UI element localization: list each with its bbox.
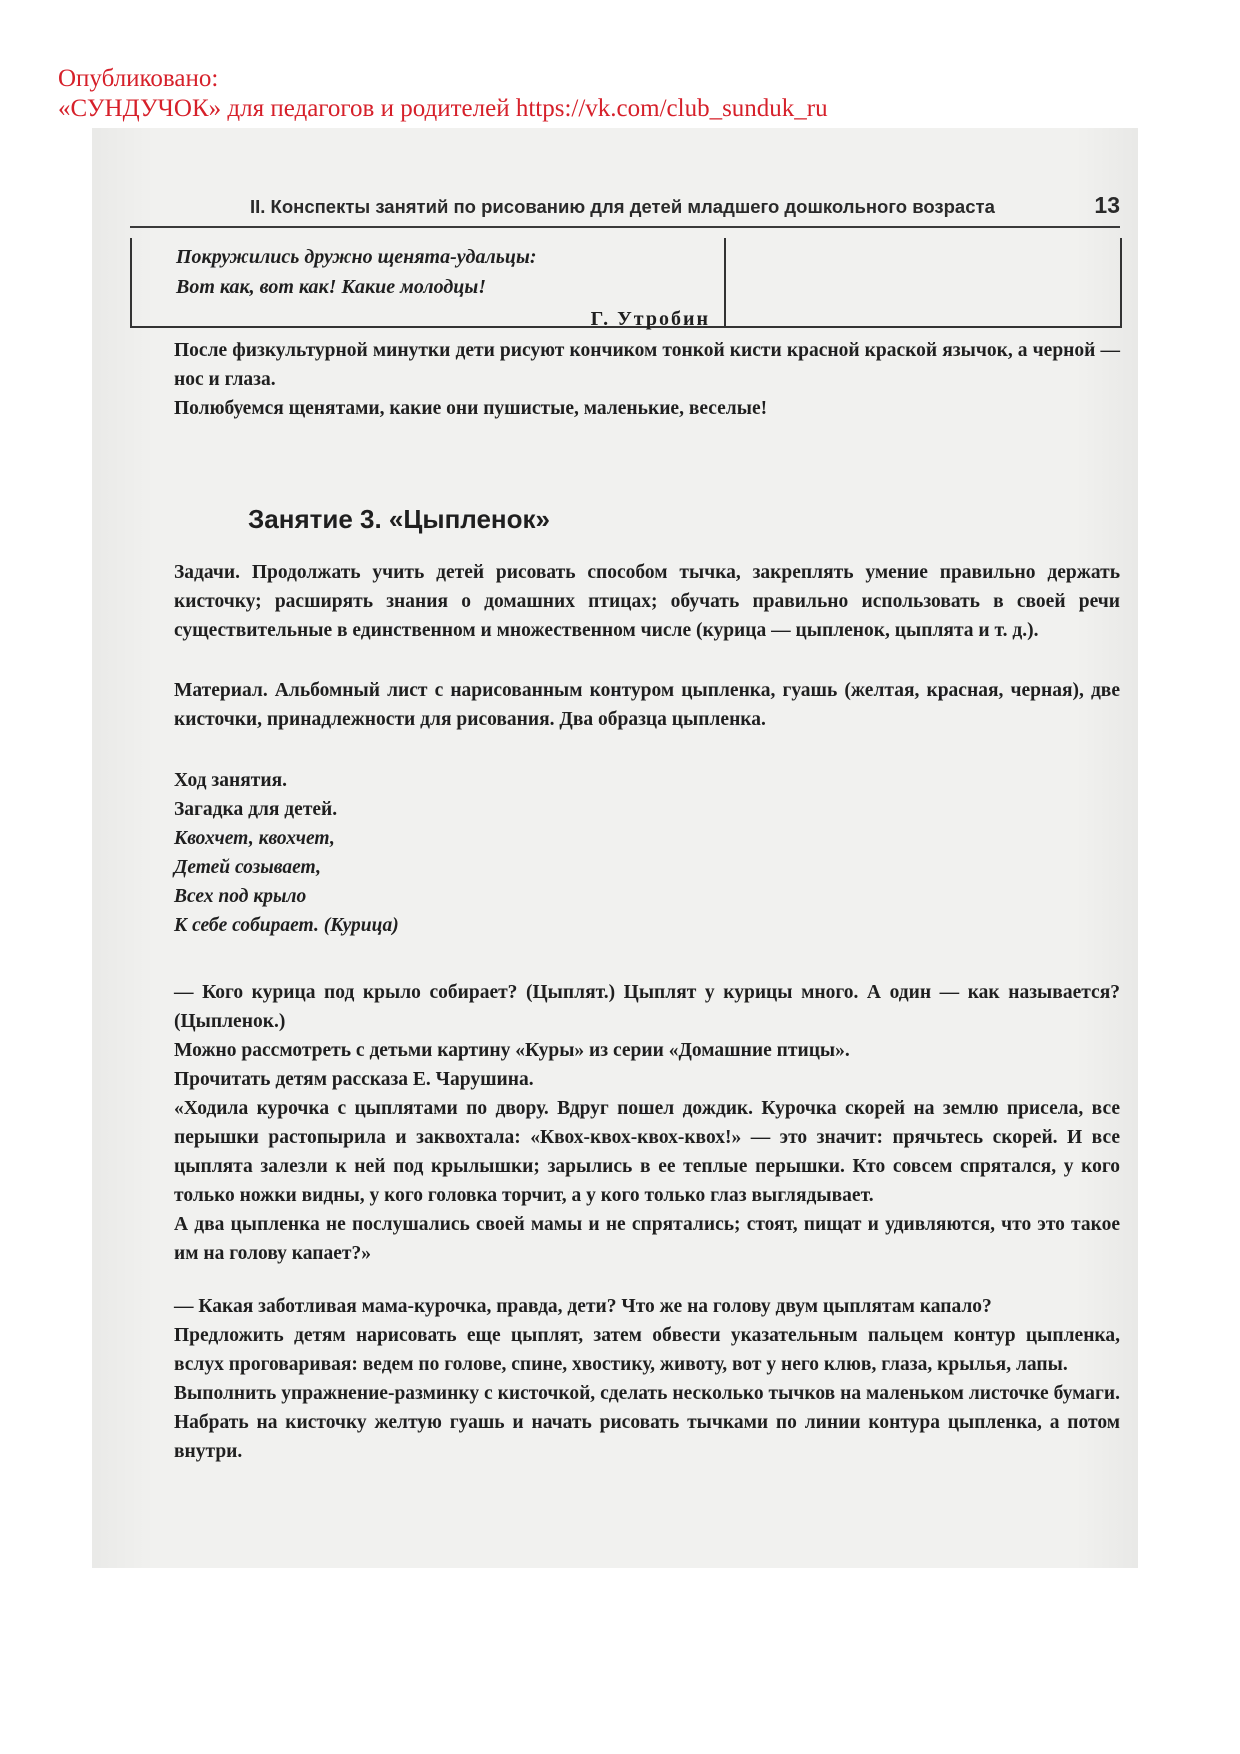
question-2: — Какая заботливая мама-курочка, правда, дети? Что же на голову двум цыплятам капало? — [174, 1296, 992, 1317]
story-paragraph-2: А два цыпленка не послушались своей мамы и не спрятались; стоят, пищат и удивляются, что это такое им на голову капает?» — [174, 1214, 1120, 1264]
page-number: 13 — [1094, 192, 1120, 218]
dialog-block — [174, 978, 1120, 1268]
publication-note — [58, 64, 828, 124]
poem-line-1: Покружились дружно щенята-удальцы: — [176, 246, 537, 268]
tasks-block — [174, 558, 1120, 645]
question-1: — Кого курица под крыло собирает? (Цыплят.) Цыплят у курицы много. А один — как называется? (Цыпленок.) — [174, 982, 1120, 1032]
read-paragraph: Прочитать детям рассказа Е. Чарушина. — [174, 1069, 534, 1090]
running-head — [250, 192, 1120, 218]
closing-block — [174, 1292, 1120, 1466]
riddle-line-4: К себе собирает. — [174, 915, 319, 936]
tasks-text: Продолжать учить детей рисовать способом тычка, закреплять умение правильно держать кисточку; расширять знания о домашних птицах; обучать правильно использовать в своей речи существительные в единственном и множественном числе (курица — цыпленок, цыплята и т. д.). — [174, 562, 1121, 641]
riddle-answer: (Курица) — [323, 915, 399, 936]
riddle-line-4-wrap — [174, 911, 1120, 940]
riddle-line-3: Всех под крыло — [174, 886, 307, 907]
exercise-paragraph: Выполнить упражнение-разминку с кисточкой, сделать несколько тычков на маленьком листочке бумаги. Набрать на кисточку желтую гуашь и начать рисовать тычками по линии контура цыпленка, а потом внутри. — [174, 1383, 1120, 1462]
running-head-text: II. Конспекты занятий по рисованию для детей младшего дошкольного возраста — [250, 196, 995, 217]
poem-table — [130, 238, 1122, 328]
material-text: Альбомный лист с нарисованным контуром цыпленка, гуашь (желтая, красная, черная), две кисточки, принадлежности для рисования. Два образца цыпленка. — [174, 680, 1120, 730]
picture-paragraph: Можно рассмотреть с детьми картину «Куры» из серии «Домашние птицы». — [174, 1040, 850, 1061]
publication-line-2: «СУНДУЧОК» для педагогов и родителей https://vk.com/club_sunduk_ru — [58, 95, 828, 122]
table-divider — [724, 238, 726, 326]
course-label: Ход занятия. — [174, 770, 288, 791]
material-paragraph — [174, 676, 1120, 734]
tasks-label: Задачи. — [174, 562, 240, 583]
riddle-intro: Загадка для детей. — [174, 799, 338, 820]
intro-paragraph-2: Полюбуемся щенятами, какие они пушистые, маленькие, веселые! — [174, 398, 768, 419]
intro-block — [174, 336, 1120, 423]
riddle-line-2: Детей созывает, — [174, 857, 322, 878]
poem-line-2: Вот как, вот как! Какие молодцы! — [176, 276, 487, 298]
header-rule — [130, 226, 1120, 228]
poem-author: Г. Утробин — [590, 308, 710, 330]
intro-paragraph-1: После физкультурной минутки дети рисуют кончиком тонкой кисти красной краской язычок, а черной — нос и глаза. — [174, 340, 1120, 390]
scanned-page — [92, 128, 1138, 1568]
material-label: Материал. — [174, 680, 268, 701]
publication-line-1: Опубликовано: — [58, 65, 219, 92]
course-block — [174, 766, 1120, 940]
material-block — [174, 676, 1120, 734]
riddle-line-1: Квохчет, квохчет, — [174, 828, 335, 849]
draw-paragraph: Предложить детям нарисовать еще цыплят, затем обвести указательным пальцем контур цыпленка, вслух проговаривая: ведем по голове, спине, хвостику, животу, вот у него клюв, глаза, крылья, лапы. — [174, 1325, 1120, 1375]
story-paragraph-1: «Ходила курочка с цыплятами по двору. Вдруг пошел дождик. Курочка скорей на землю присела, все перышки растопырила и заквохтала: «Квох-квох-квох-квох!» — это значит: прячьтесь скорей. И все цыплята залезли к ней под крылышки; зарылись в ее теплые перышки. Кто совсем спрятался, у кого только ножки видны, у кого головка торчит, а у кого только глаз выглядывает. — [174, 1098, 1120, 1206]
lesson-title: Занятие 3. «Цыпленок» — [248, 504, 550, 534]
tasks-paragraph — [174, 558, 1120, 645]
